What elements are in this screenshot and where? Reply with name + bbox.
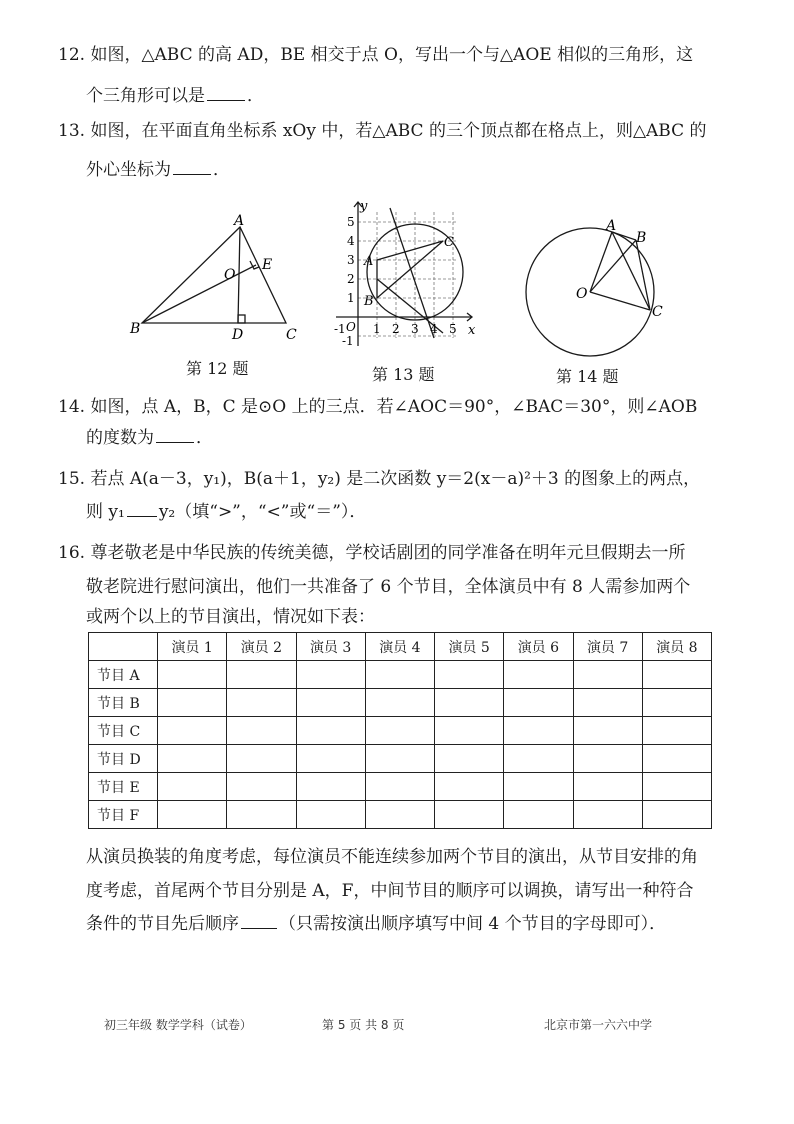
table-row	[89, 661, 712, 689]
perpendicular-bisector-1	[390, 208, 434, 338]
altitude-ad	[238, 227, 240, 323]
fig14-label-a: A	[606, 218, 617, 234]
q12-line2-end: ．	[247, 86, 264, 106]
fig12-label-d: D	[232, 327, 244, 343]
fig12-label-e: E	[262, 257, 273, 273]
table-header-actor-3: 演员 3	[296, 633, 365, 661]
q14-line2-text: 的度数为	[86, 428, 154, 448]
fig12-label-o: O	[224, 267, 236, 283]
fig13-label-y: y	[360, 199, 368, 214]
fig12-label-a: A	[234, 213, 245, 229]
q13-answer-blank	[173, 158, 211, 175]
table-header-actor-5: 演员 5	[435, 633, 504, 661]
q13-line1: 13. 如图，在平面直角坐标系 xOy 中，若△ABC 的三个顶点都在格点上，则△ABC 的	[58, 121, 707, 141]
fig13-x-tick-3: 3	[411, 322, 419, 336]
q12-line1: 12. 如图，△ABC 的高 AD，BE 相交于点 O，写出一个与△AOE 相似的三角形，这	[58, 45, 694, 65]
fig14-label-c: C	[652, 304, 663, 320]
table-header-actor-7: 演员 7	[573, 633, 642, 661]
q16-line1: 16. 尊老敬老是中华民族的传统美德，学校话剧团的同学准备在明年元旦假期去一所	[58, 543, 686, 563]
table-row	[89, 773, 712, 801]
triangle-abc	[142, 227, 286, 323]
fig13-x-tick-4: 4	[430, 322, 438, 336]
table-header-actor-6: 演员 6	[504, 633, 573, 661]
q14-line1: 14. 如图，点 A，B，C 是⊙O 上的三点．若∠AOC＝90°，∠BAC＝30°，则∠AOB	[58, 397, 698, 417]
fig13-y-tick-2: 2	[347, 272, 355, 286]
q16-after-line1: 从演员换装的角度考虑，每位演员不能连续参加两个节目的演出，从节目安排的角	[86, 847, 698, 867]
row-label-f: 节目 F	[89, 801, 158, 829]
table-row	[89, 689, 712, 717]
footer-page-number: 第 5 页 共 8 页	[322, 1018, 405, 1032]
fig13-x-tick-5: 5	[449, 322, 457, 336]
q16-answer-blank	[241, 912, 277, 929]
footer-school: 北京市第一六六中学	[544, 1018, 653, 1032]
table-header-corner	[89, 633, 158, 661]
figure-13-diagram	[330, 198, 480, 348]
table-row	[89, 745, 712, 773]
segment-oa	[590, 232, 612, 292]
q14-line2-end: ．	[196, 428, 213, 448]
figure-14-diagram	[518, 220, 668, 360]
q15-line2-b: y₂（填“>”，“<”或“＝”）．	[158, 502, 367, 522]
figure-13	[330, 198, 480, 352]
table-header-actor-1: 演员 1	[158, 633, 227, 661]
fig13-x-tick-neg1: -1	[334, 322, 346, 336]
fig12-label-b: B	[130, 321, 141, 337]
q14-line2	[86, 426, 213, 449]
footer-left: 初三年级 数学学科（试卷）	[104, 1018, 252, 1032]
table-row	[89, 801, 712, 829]
figure-14-caption: 第 14 题	[556, 367, 619, 386]
figure-14	[518, 220, 668, 364]
figure-12-caption: 第 12 题	[186, 359, 249, 378]
row-label-a: 节目 A	[89, 661, 158, 689]
q12-line2	[86, 84, 264, 107]
row-label-b: 节目 B	[89, 689, 158, 717]
right-angle-d	[238, 315, 245, 323]
q14-answer-blank	[156, 426, 194, 443]
figure-12-diagram	[128, 215, 308, 345]
q13-line2-text: 外心坐标为	[86, 160, 171, 180]
fig13-label-o: O	[346, 320, 356, 334]
table-header-actor-2: 演员 2	[227, 633, 296, 661]
fig13-x-tick-1: 1	[373, 322, 381, 336]
row-label-d: 节目 D	[89, 745, 158, 773]
triangle-abc-grid	[377, 241, 443, 298]
fig13-y-tick-5: 5	[347, 215, 355, 229]
fig13-label-a: A	[364, 254, 374, 269]
q12-answer-blank	[207, 84, 245, 101]
fig13-label-b: B	[364, 294, 374, 309]
segment-bc	[636, 240, 650, 310]
table-header-row	[89, 633, 712, 661]
fig13-x-tick-2: 2	[392, 322, 400, 336]
q15-line2-a: 则 y₁	[86, 502, 125, 522]
table-row	[89, 717, 712, 745]
fig13-label-x: x	[468, 323, 476, 338]
q16-line3: 或两个以上的节目演出，情况如下表：	[86, 607, 375, 627]
fig13-y-tick-3: 3	[347, 253, 355, 267]
row-label-c: 节目 C	[89, 717, 158, 745]
fig13-y-tick-1: 1	[347, 291, 355, 305]
q16-after-line3	[86, 912, 666, 935]
fig13-y-tick-neg1: -1	[342, 334, 354, 348]
q16-after-line2: 度考虑，首尾两个节目分别是 A，F，中间节目的顺序可以调换，请写出一种符合	[86, 881, 694, 901]
q13-line2-end: ．	[213, 160, 230, 180]
fig12-label-c: C	[286, 327, 297, 343]
table-header-actor-8: 演员 8	[642, 633, 711, 661]
fig14-label-o: O	[576, 286, 588, 302]
figure-12	[128, 215, 308, 349]
q15-answer-blank	[127, 500, 157, 517]
figure-13-caption: 第 13 题	[372, 365, 435, 384]
q16-line2: 敬老院进行慰问演出，他们一共准备了 6 个节目，全体演员中有 8 人需参加两个	[86, 577, 691, 597]
table-header-actor-4: 演员 4	[365, 633, 434, 661]
segment-oc	[590, 292, 650, 310]
fig13-y-tick-4: 4	[347, 234, 355, 248]
row-label-e: 节目 E	[89, 773, 158, 801]
q16-after3-b: （只需按演出顺序填写中间 4 个节目的字母即可）．	[279, 914, 667, 934]
q15-line1: 15. 若点 A(a－3，y₁)，B(a＋1，y₂) 是二次函数 y＝2(x－a)²＋3 的图象上的两点，	[58, 469, 701, 489]
fig13-label-c: C	[444, 235, 454, 250]
fig14-label-b: B	[636, 230, 647, 246]
q15-line2	[86, 500, 366, 523]
q12-line2-text: 个三角形可以是	[86, 86, 205, 106]
q13-line2	[86, 158, 230, 181]
q16-after3-a: 条件的节目先后顺序	[86, 914, 239, 934]
program-table	[88, 632, 712, 829]
